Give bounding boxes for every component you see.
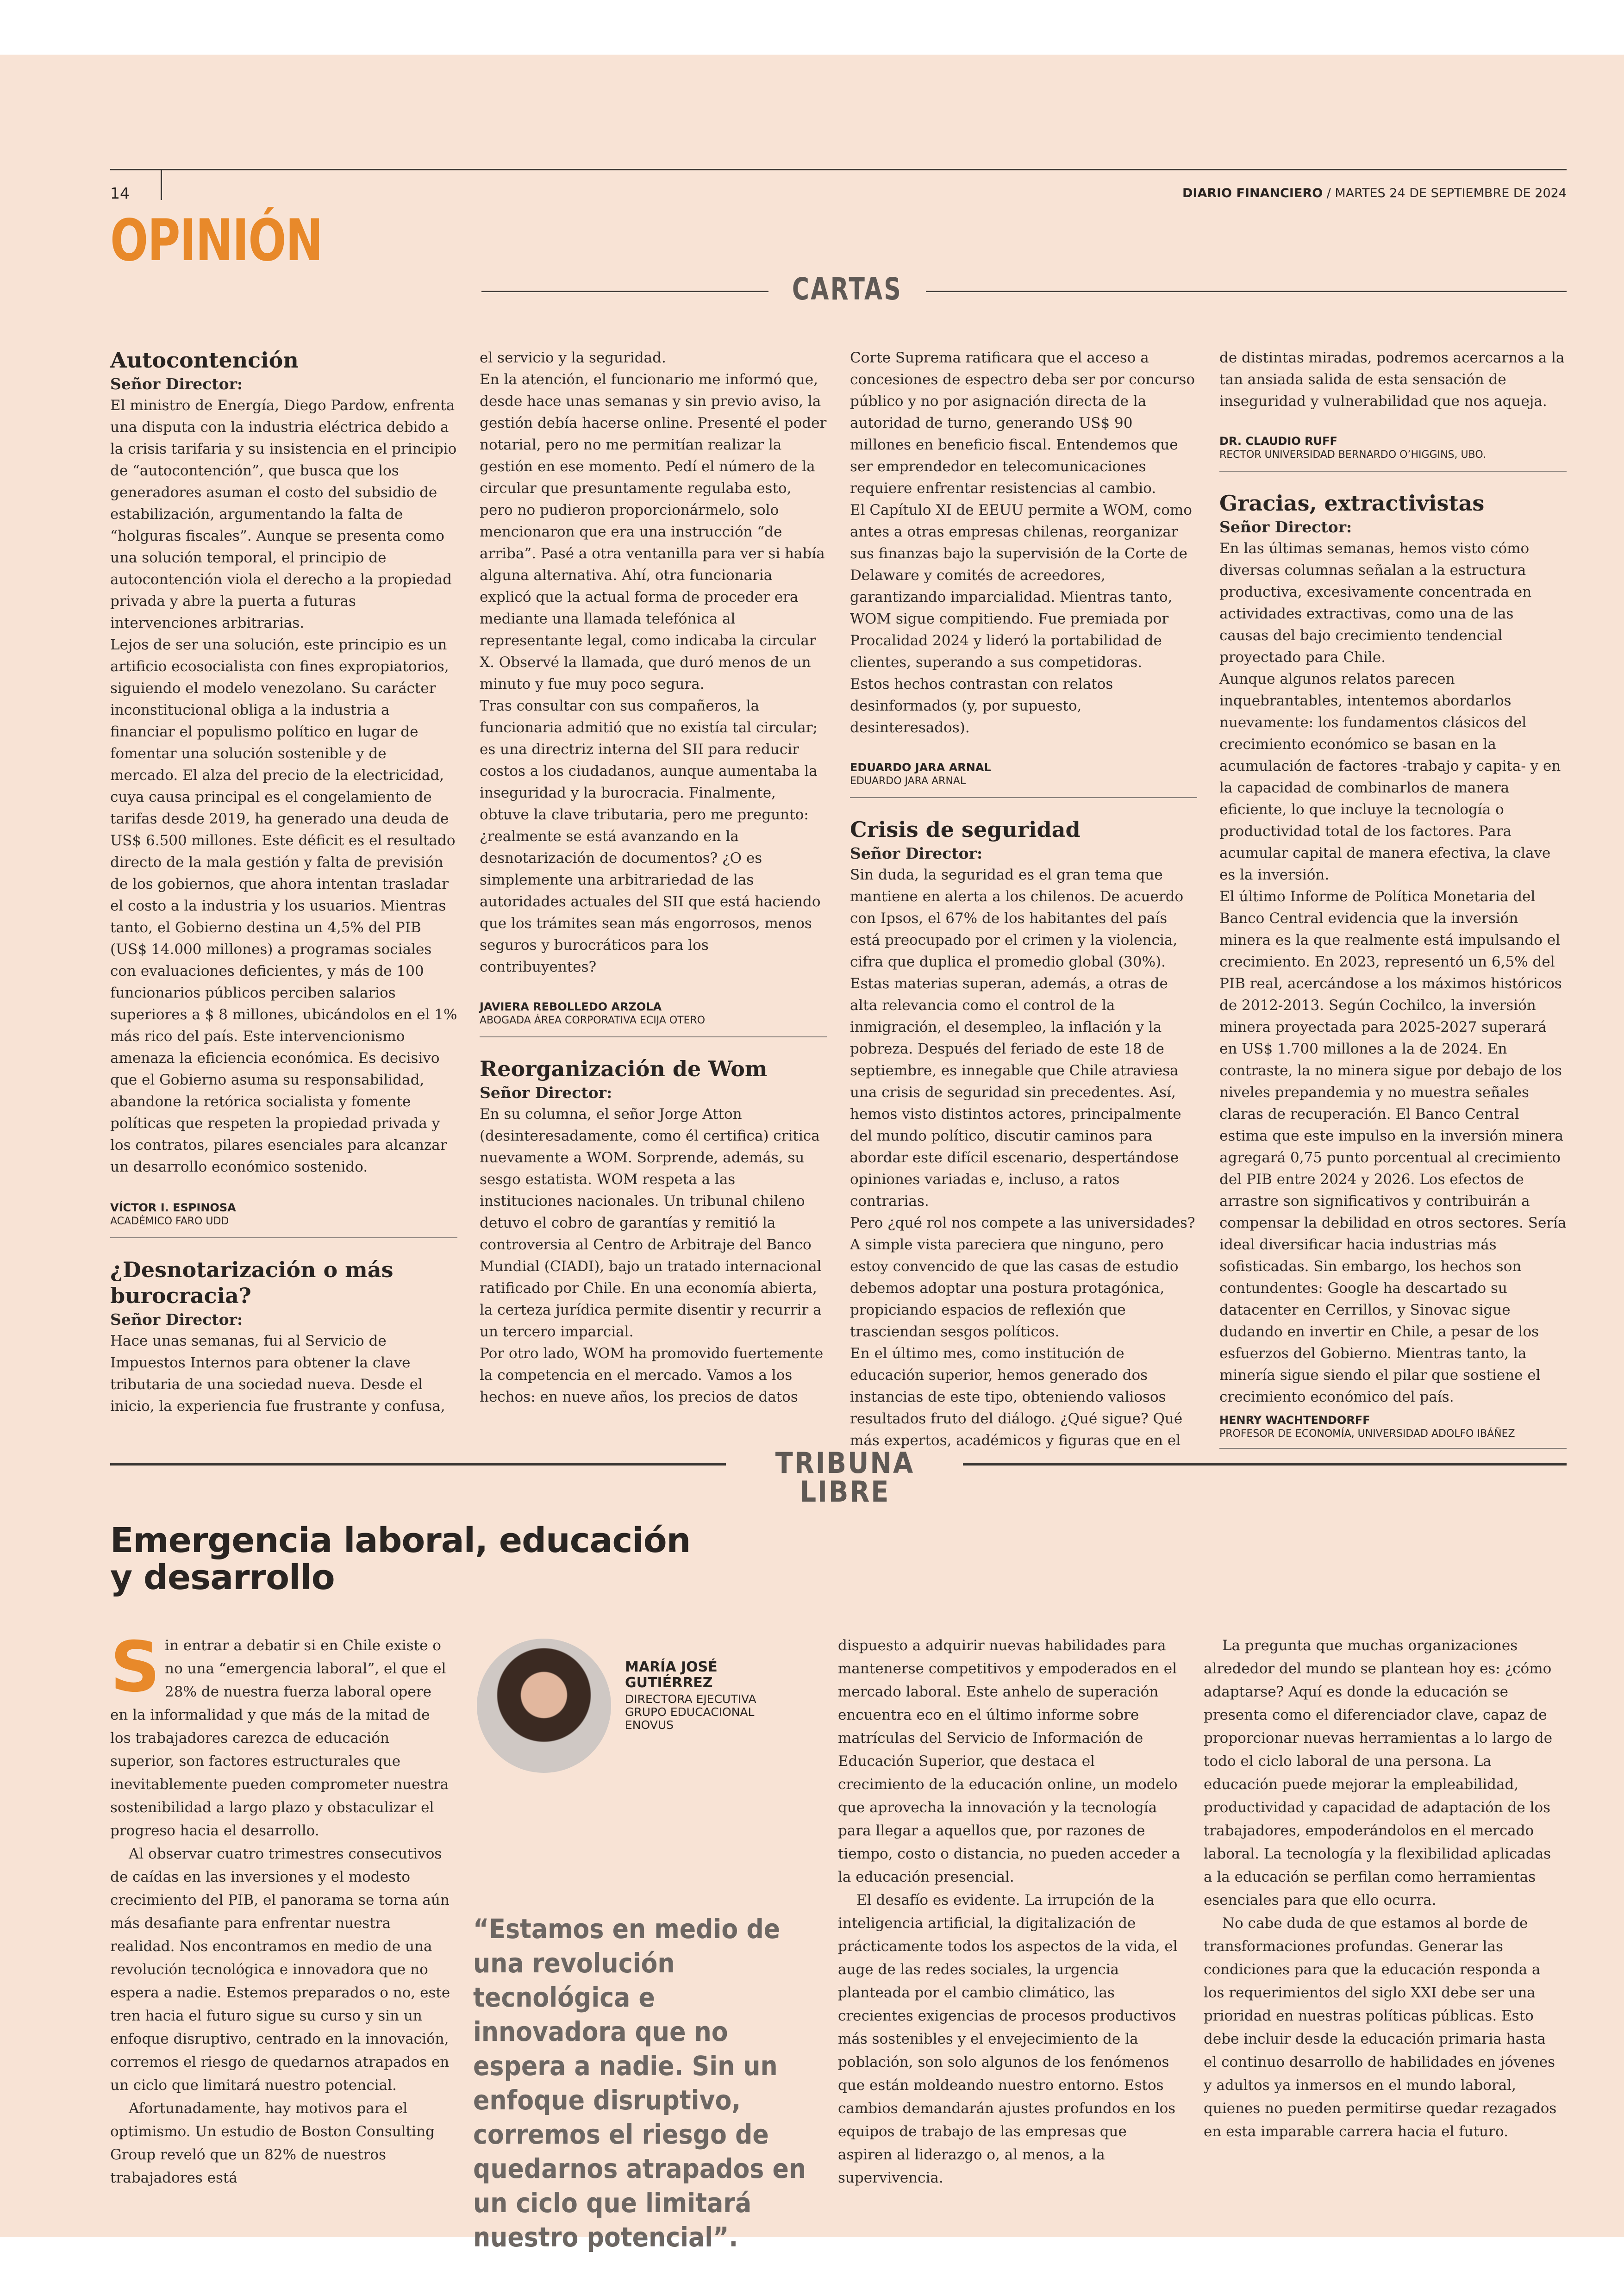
letter-salutation: Señor Director: [1219,518,1352,536]
cartas-rule-left [481,291,768,292]
letter-author: HENRY WACHTENDORFF [1219,1414,1370,1427]
article-paragraph: Al observar cuatro trimestres consecutivos de caídas en las inversiones y el modesto crecimiento del PIB, el panorama se torna aún más desafiante para enfrentar nuestra realidad. Nos encontramos en medio de una revolución tecnológica e innovadora que no espera a nadie. Estemos preparados o no, este tren hacia el futuro sigue su curso y sin un enfoque disruptivo, centrado en la innovación, corremos el riesgo de quedarnos atrapados en un ciclo que limitará nuestro potencial. [110,1846,450,2094]
letters-column-3 [850,347,1197,1452]
letter-paragraph: El Capítulo XI de EEUU permite a WOM, como antes a otras empresas chilenas, reorganizar sus finanzas bajo la supervisión de la Corte de Delaware y comités de acreedores, garantizando imparcialidad. Mientras tanto, WOM sigue compitiendo. Fue premiada por Procalidad 2024 y lideró la portabilidad de clientes, superando a sus competidoras. [850,502,1192,671]
letter-salutation: Señor Director: [850,844,983,862]
letter-headline: Reorganización de Wom [480,1056,768,1081]
letter-paragraph: Pero ¿qué rol nos compete a las universidades? A simple vista pareciera que ninguno, pero estoy convencido de que las casas de estudio debemos adoptar una postura protagónica, propiciando espacios de reflexión que trasciendan sesgos políticos. [850,1215,1195,1340]
letter-paragraph: Tras consultar con sus compañeros, la funcionaria admitió que no existía tal circular; es una directriz interna del SII para reducir costos a los ciudadanos, aunque aumentaba la inseguridad y la burocracia. Finalmente, obtuve la clave tributaria, pero me pregunto: ¿realmente se está avanzando en la desnotarización de documentos? ¿O es simplemente una arbitrariedad de las autoridades actuales del SII que está haciendo que los trámites sean más engorrosos, menos seguros y burocráticos para los contribuyentes? [480,698,821,975]
article-paragraph: dispuesto a adquirir nuevas habilidades para mantenerse competitivos y empoderados en el mercado laboral. Este anhelo de superación encuentra eco en el último informe sobre matrículas del Servicio de Información de Educación Superior, que destaca el crecimiento de la educación online, un modelo que aprovecha la innovación y la tecnología para llegar a aquellos que, por razones de tiempo, costo o distancia, no pueden acceder a la educación presencial. [838,1637,1181,1885]
letter-headline: Gracias, extractivistas [1219,491,1485,516]
letter-author: VÍCTOR I. ESPINOSA [110,1201,236,1214]
author-name: GUTIÉRREZ [625,1675,713,1691]
letter-author-role: RECTOR UNIVERSIDAD BERNARDO O’HIGGINS, UBO. [1219,449,1486,461]
publication-name: DIARIO FINANCIERO [1182,186,1323,200]
page-number: 14 [110,184,130,202]
letter-separator [850,797,1197,798]
article-paragraph: La pregunta que muchas organizaciones alrededor del mundo se plantean hoy es: ¿cómo adaptarse? Aquí es donde la educación se presenta como el diferenciador clave, capaz de proporcionar nuevas herramientas a lo largo de todo el ciclo laboral de una persona. La educación puede mejorar la empleabilidad, productividad y capacidad de adaptación de los trabajadores, empoderándolos en el mercado laboral. La tecnología y la flexibilidad aplicadas a la educación se perfilan como herramientas esenciales para que ello ocurra. [1204,1637,1553,1908]
letters-column-4 [1219,347,1567,1449]
cartas-title: CARTAS [792,271,903,307]
letter-paragraph: Estos hechos contrastan con relatos desinformados (y, por supuesto, desinteresados). [850,676,1113,736]
article-paragraph: in entrar a debatir si en Chile existe o no una “emergencia laboral”, el que el 28% de nuestra fuerza laboral opere en la informalidad y que más de la mitad de los trabajadores carezca de educación superior, son factores estructurales que inevitablemente pueden comprometer nuestra sostenibilidad a largo plazo y obstaculizar el progreso hacia el desarrollo. [110,1637,449,1839]
letter-paragraph-continued: el servicio y la seguridad. [480,349,666,366]
letters-column-1 [110,347,457,1417]
letter-separator [1219,471,1567,472]
letter-author: DR. CLAUDIO RUFF [1219,435,1337,448]
letter-author-role: ABOGADA ÁREA CORPORATIVA ECIJA OTERO [480,1015,706,1026]
drop-cap: S [110,1627,161,1708]
pull-quote: “Estamos en medio de una revolución tecnológica e innovadora que no espera a nadie. Sin un enfoque disruptivo, corremos el riesgo de quedarnos atrapados en un ciclo que limitará nuestro potencial”. [473,1913,806,2253]
letter-headline: ¿Desnotarización o más burocracia? [110,1257,394,1308]
letter-paragraph: Lejos de ser una solución, este principio es un artificio ecosocialista con fines expropiatorios, siguiendo el modelo venezolano. Su carácter inconstitucional obliga a la industria a financiar el populismo político en lugar de fomentar una solución sostenible y de mercado. El alza del precio de la electricidad, cuya causa principal es el congelamiento de tarifas desde 2019, ha generado una deuda de US$ 6.500 millones. Este déficit es el resultado directo de la mala gestión y falta de previsión de los gobiernos, que ahora intentan trasladar el costo a la industria y los usuarios. Mientras tanto, el Gobierno destina un 4,5% del PIB (US$ 14.000 millones) a programas sociales con evaluaciones deficientes, y más de 100 funcionarios públicos perciben salarios superiores a $ 8 millones, ubicándolos en el 1% más rico del país. Este intervencionismo amenaza la eficiencia económica. Es decisivo que el Gobierno asuma su responsabilidad, abandone la retórica socialista y fomente políticas que respeten la propiedad privada y los contratos, pilares esenciales para alcanzar un desarrollo económico sostenido. [110,636,457,1175]
letter-paragraph: Aunque algunos relatos parecen inquebrantables, intentemos abordarlos nuevamente: los fundamentos clásicos del crecimiento económico se basan en la acumulación de factores -trabajo y capita- y en la capacidad de combinarlos de manera eficiente, lo que incluye la tecnología o productividad total de los factores. Para acumular capital de manera efectiva, la clave es la inversión. [1219,671,1561,883]
tribuna-rule-right [963,1463,1567,1466]
article-headline: Emergencia laboral, educación y desarrollo [110,1521,691,1597]
article-paragraph: No cabe duda de que estamos al borde de transformaciones profundas. Generar las condiciones para que la educación responda a los requerimientos del siglo XXI debe ser una prioridad en nuestras políticas públicas. Esto debe incluir desde la educación primaria hasta el continuo desarrollo de habilidades en jóvenes y adultos ya inmersos en el mundo laboral, quienes no pueden permitirse quedar rezagados en esta imparable carrera hacia el futuro. [1204,1915,1557,2140]
author-block [625,1659,756,1732]
letter-headline: Crisis de seguridad [850,817,1081,842]
letter-salutation: Señor Director: [480,1084,612,1102]
letter-separator [1219,1448,1567,1449]
page-number-divider [161,170,162,200]
letter-paragraph: En el último mes, como institución de educación superior, hemos generado dos instancias de este tipo, obteniendo valiosos resultados fruto del diálogo. ¿Qué sigue? Qué más expertos, académicos y figuras que en el [850,1345,1183,1449]
masthead [1182,186,1567,200]
article-column-1 [110,1627,453,2189]
letter-paragraph-continued: Corte Suprema ratificara que el acceso a concesiones de espectro deba ser por concurso público y no por asignación directa de la autoridad de turno, generando US$ 90 millones en beneficio fiscal. Entendemos que ser emprendedor en telecomunicaciones requiere enfrentar resistencias al cambio. [850,349,1195,497]
letter-paragraph-continued: de distintas miradas, podremos acercarnos a la tan ansiada salida de esta sensación de inseguridad y vulnerabilidad que nos aqueja. [1219,349,1565,410]
letter-paragraph: Sin duda, la seguridad es el gran tema que mantiene en alerta a los chilenos. De acuerdo con Ipsos, el 67% de los habitantes del país está preocupado por el crimen y la violencia, cifra que duplica el promedio global (30%). Estas materias superan, además, a otras de alta relevancia como el control de la inmigración, el desempleo, la inflación y la pobreza. Después del feriado de este 18 de septiembre, es innegable que Chile atraviesa una crisis de seguridad sin precedentes. Así, hemos visto distintos actores, principalmente del mundo político, discutir caminos para abordar este difícil escenario, despertándose opiniones variadas e, incluso, a ratos contrarias. [850,867,1184,1210]
author-role: ENOVUS [625,1718,674,1732]
letter-paragraph: En las últimas semanas, hemos visto cómo diversas columnas señalan a la estructura productiva, excesivamente concentrada en actividades extractivas, como una de las causas del bajo crecimiento tendencial proyectado para Chile. [1219,540,1532,666]
author-role: DIRECTORA EJECUTIVA [625,1692,756,1706]
publication-date: / MARTES 24 DE SEPTIEMBRE DE 2024 [1323,186,1567,200]
letter-paragraph: El último Informe de Política Monetaria del Banco Central evidencia que la inversión minera es la que realmente está impulsando el crecimiento. En 2023, representó un 6,5% del PIB real, acercándose a los máximos históricos de 2012-2013. Según Cochilco, la inversión minera proyectada para 2025-2027 superará en US$ 1.700 millones a la de 2024. En contraste, la no minera sigue por debajo de los niveles prepandemia y no muestra señales claras de recuperación. El Banco Central estima que este impulso en la inversión minera agregará 0,75 punto porcentual al crecimiento del PIB entre 2024 y 2026. Los efectos de arrastre son significativos y contribuirán a compensar la debilidad en otros sectores. Sería ideal diversificar hacia industrias más sofisticadas. Sin embargo, los hechos son contundentes: Google ha descartado su datacenter en Cerrillos, y Sinovac sigue dudando en invertir en Chile, a pesar de los esfuerzos del Gobierno. Mientras tanto, la minería sigue siendo el pilar que sostiene el crecimiento económico del país. [1219,888,1567,1405]
tribuna-rule-left [110,1463,726,1466]
letter-separator [480,1036,827,1037]
letter-paragraph: Por otro lado, WOM ha promovido fuertemente la competencia en el mercado. Vamos a los hechos: en nueve años, los precios de datos [480,1345,824,1405]
article-column-3 [838,1634,1181,2189]
letter-author: JAVIERA REBOLLEDO ARZOLA [480,1000,662,1013]
letter-salutation: Señor Director: [110,1310,243,1328]
cartas-rule-right [926,291,1567,292]
article-paragraph: Afortunadamente, hay motivos para el optimismo. Un estudio de Boston Consulting Group reveló que un 82% de nuestros trabajadores está [110,2100,435,2186]
letter-author: EDUARDO JARA ARNAL [850,761,991,774]
article-paragraph: El desafío es evidente. La irrupción de la inteligencia artificial, la digitalización de prácticamente todos los aspectos de la vida, el auge de las redes sociales, la urgencia planteada por el cambio climático, las crecientes exigencias de procesos productivos más sostenibles y el envejecimiento de la población, son solo algunos de los fenómenos que están moldeando nuestro entorno. Estos cambios demandarán ajustes profundos en los equipos de trabajo de las empresas que aspiren al liderazgo o, al menos, a la supervivencia. [838,1892,1178,2186]
article-column-4 [1204,1634,1560,2143]
top-rule [110,169,1567,170]
author-name: MARÍA JOSÉ [625,1659,718,1675]
letters-column-2 [480,347,827,1408]
letter-author-role: ACADÉMICO FARO UDD [110,1216,229,1227]
letter-paragraph: Hace unas semanas, fui al Servicio de Impuestos Internos para obtener la clave tributaria de una sociedad nueva. Desde el inicio, la experiencia fue frustrante y confusa, [110,1333,445,1415]
letter-paragraph: En su columna, el señor Jorge Atton (desinteresadamente, como él certifica) critica nuevamente a WOM. Sorprende, además, su sesgo estatista. WOM respeta a las instituciones nacionales. Un tribunal chileno detuvo el cobro de garantías y remitió la controversia al Centro de Arbitraje del Banco Mundial (CIADI), bajo un tratado internacional ratificado por Chile. En una economía abierta, la certeza jurídica permite disentir y recurrir a un tercero imparcial. [480,1106,822,1340]
letter-salutation: Señor Director: [110,375,243,393]
letter-separator [110,1237,457,1238]
author-role: GRUPO EDUCACIONAL [625,1705,755,1719]
letter-author-role: EDUARDO JARA ARNAL [850,775,966,787]
letter-headline: Autocontención [110,348,299,373]
letter-paragraph: En la atención, el funcionario me informó que, desde hace unas semanas y sin previo aviso, la gestión debía hacerse online. Presenté el poder notarial, pero no me permitían realizar la gestión en ese momento. Pedí el número de la circular que presuntamente regulaba esto, pero no pudieron proporcionármelo, solo mencionaron que era una instrucción “de arriba”. Pasé a otra ventanilla para ver si había alguna alternativa. Ahí, otra funcionaria explicó que la actual forma de proceder era mediante una llamada telefónica al representante legal, como indicaba la circular X. Observé la llamada, que duró menos de un minuto y fue muy poco segura. [480,371,827,692]
letter-paragraph: El ministro de Energía, Diego Pardow, enfrenta una disputa con la industria eléctrica debido a la crisis tarifaria y su insistencia en el principio de “autocontención”, que busca que los generadores asuman el costo del subsidio de estabilización, argumentando la falta de “holguras fiscales”. Aunque se presenta como una solución temporal, el principio de autocontención viola el derecho a la propiedad privada y abre la puerta a futuras intervenciones arbitrarias. [110,397,457,631]
tribuna-title: TRIBUNA LIBRE [775,1446,915,1509]
section-title: OPINIÓN [110,207,323,274]
author-photo [477,1639,611,1773]
letter-author-role: PROFESOR DE ECONOMÍA, UNIVERSIDAD ADOLFO IBÁÑEZ [1219,1428,1515,1440]
